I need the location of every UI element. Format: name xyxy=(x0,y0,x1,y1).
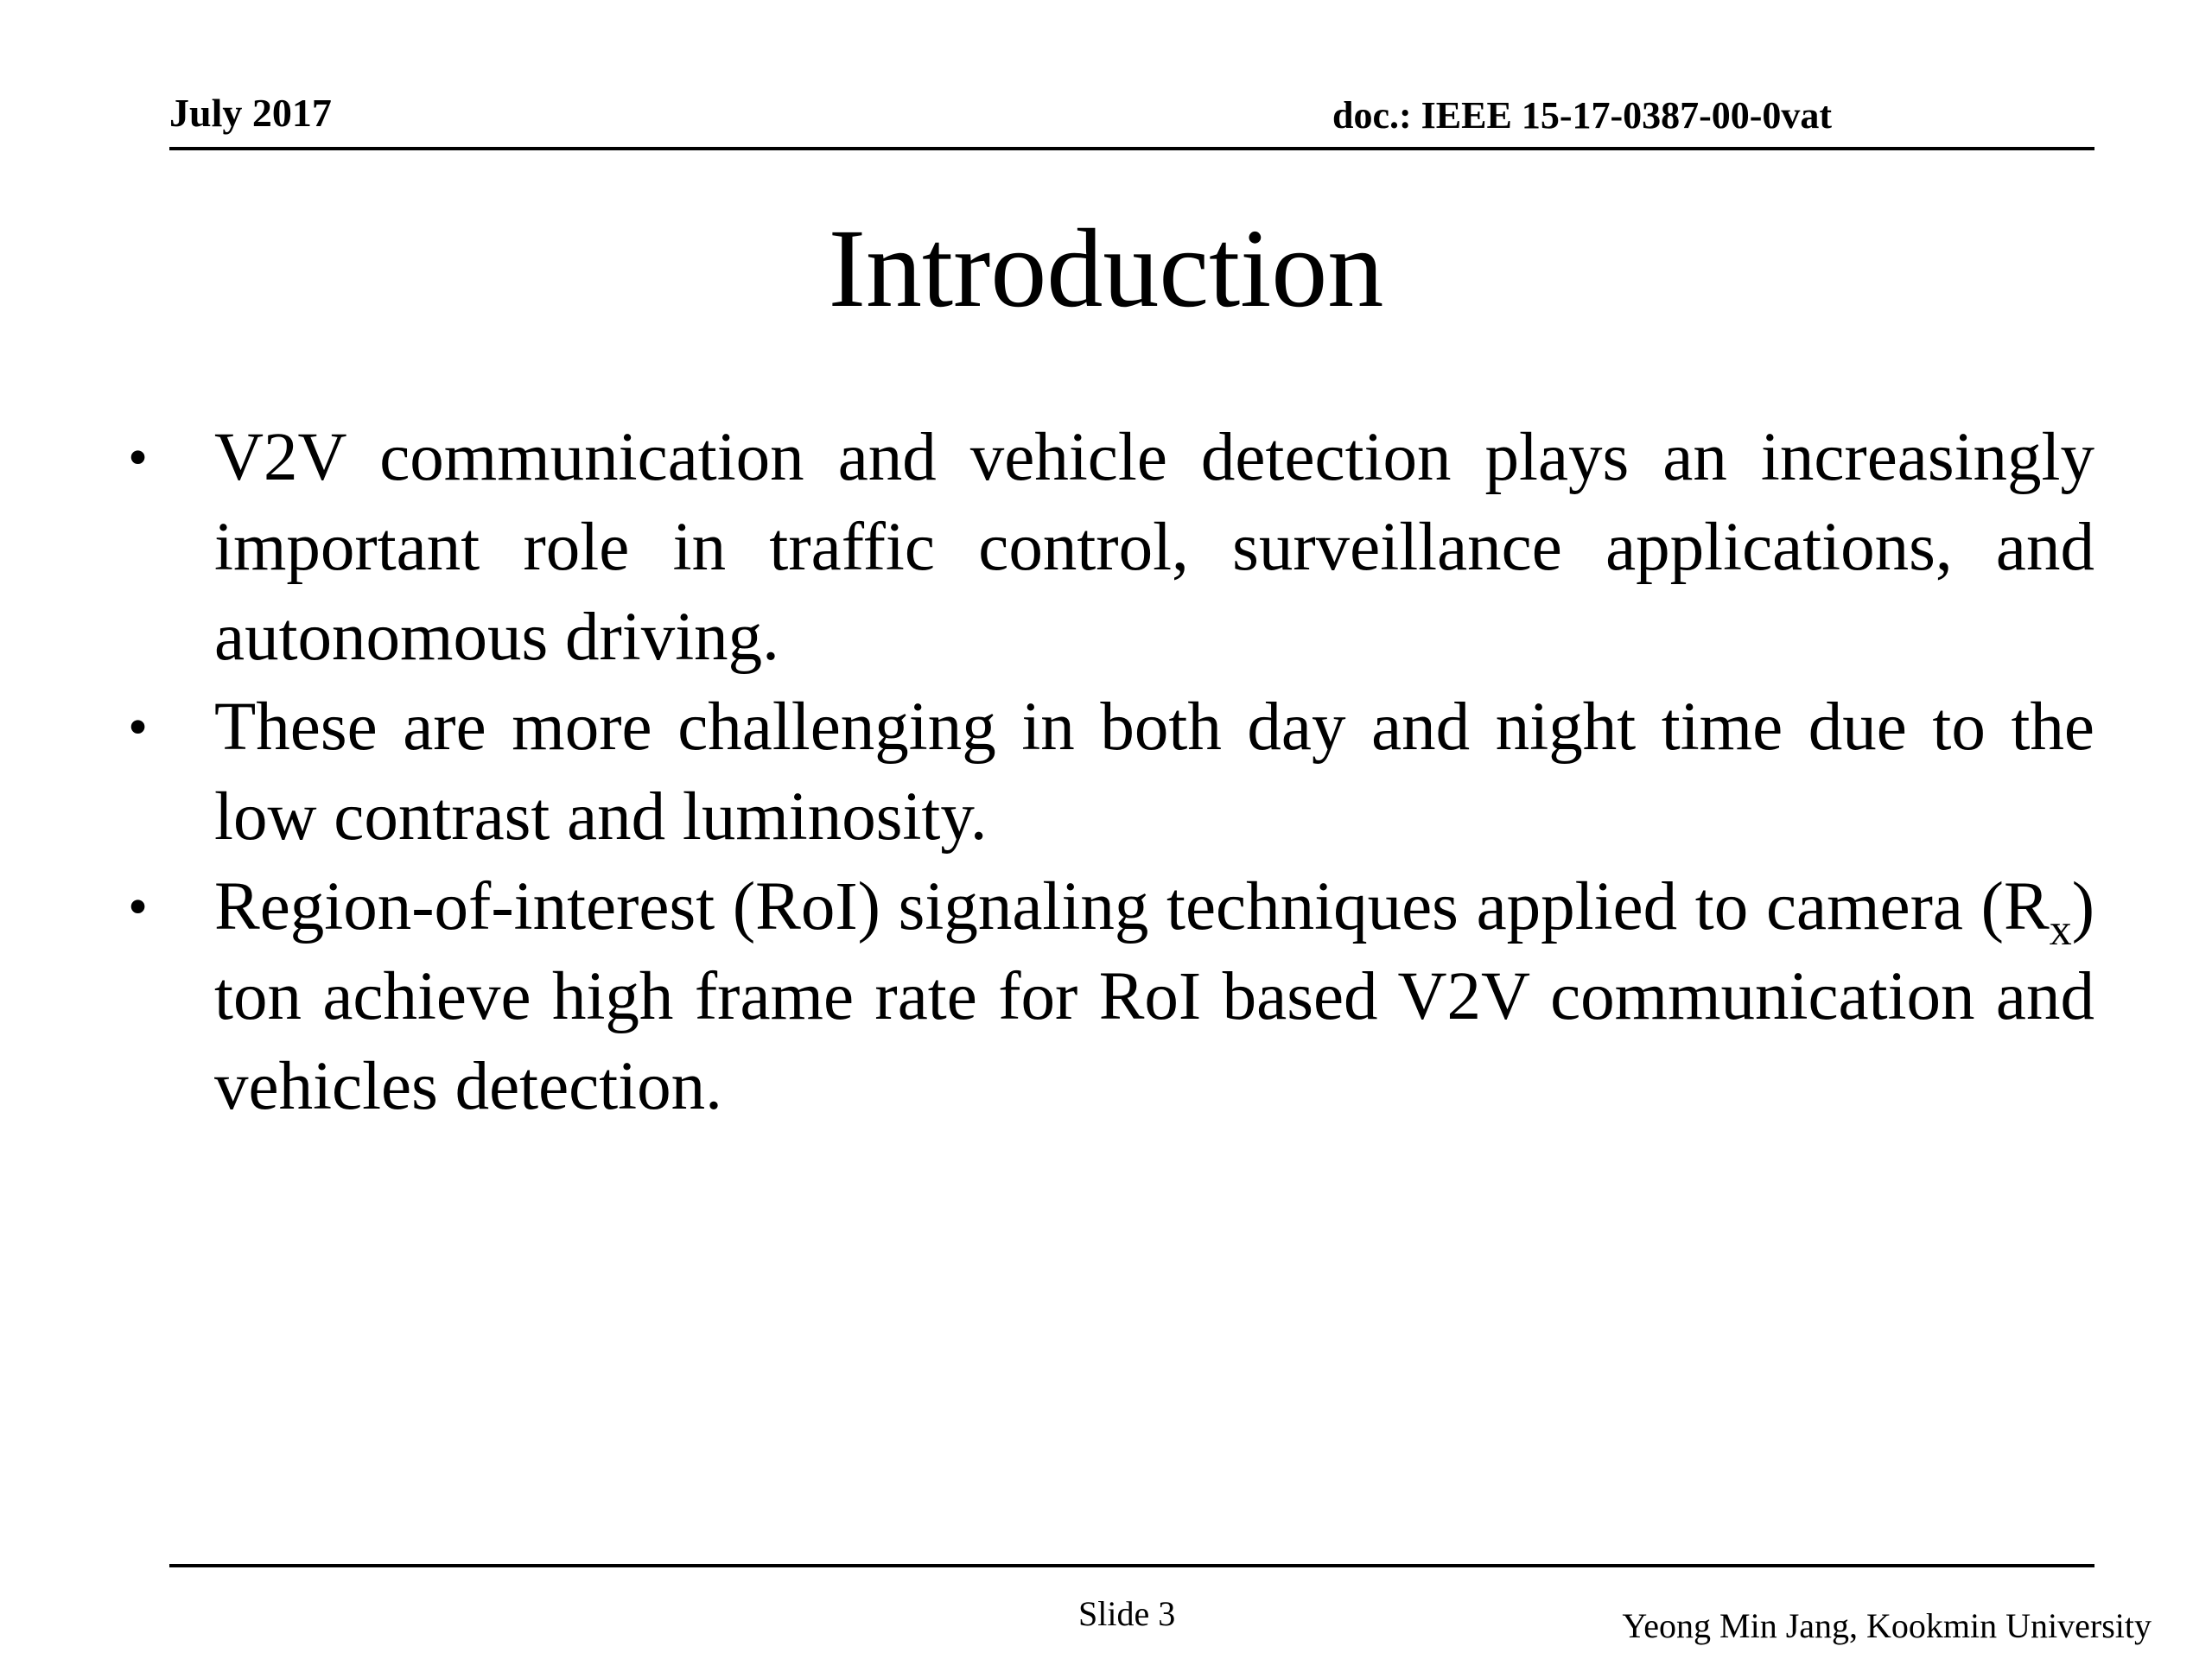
bullet-icon: • xyxy=(128,426,149,489)
bullet-text xyxy=(214,869,2094,1124)
bullet-text-after: ) ton achieve high frame rate for RoI based V2V communication and vehicles detection. xyxy=(214,869,2094,1124)
bullet-item xyxy=(128,862,2094,1132)
header-date: July 2017 xyxy=(169,91,332,135)
bullet-text: V2V communication and vehicle detection plays an increasingly important role in traffic control, surveillance applications, and autonomous driving. xyxy=(214,420,2094,675)
bullet-icon: • xyxy=(128,696,149,759)
bullet-list xyxy=(128,413,2094,1132)
slide-number: Slide 3 xyxy=(1078,1594,1176,1633)
header-doc-id: doc.: IEEE 15-17-0387-00-0vat xyxy=(1332,94,1833,137)
slide-title: Introduction xyxy=(828,207,1384,331)
bullet-item xyxy=(128,413,2094,683)
bullet-item xyxy=(128,683,2094,862)
bullet-text: These are more challenging in both day and night time due to the low contrast and luminosity. xyxy=(214,690,2094,855)
bullet-text-before: Region-of-interest (RoI) signaling techniques applied to camera (R xyxy=(214,869,2050,944)
header-divider xyxy=(169,147,2094,150)
footer-author: Yeong Min Jang, Kookmin University xyxy=(1622,1606,2152,1645)
subscript: x xyxy=(2049,906,2072,955)
bullet-icon: • xyxy=(128,875,149,938)
footer-divider xyxy=(169,1564,2094,1567)
